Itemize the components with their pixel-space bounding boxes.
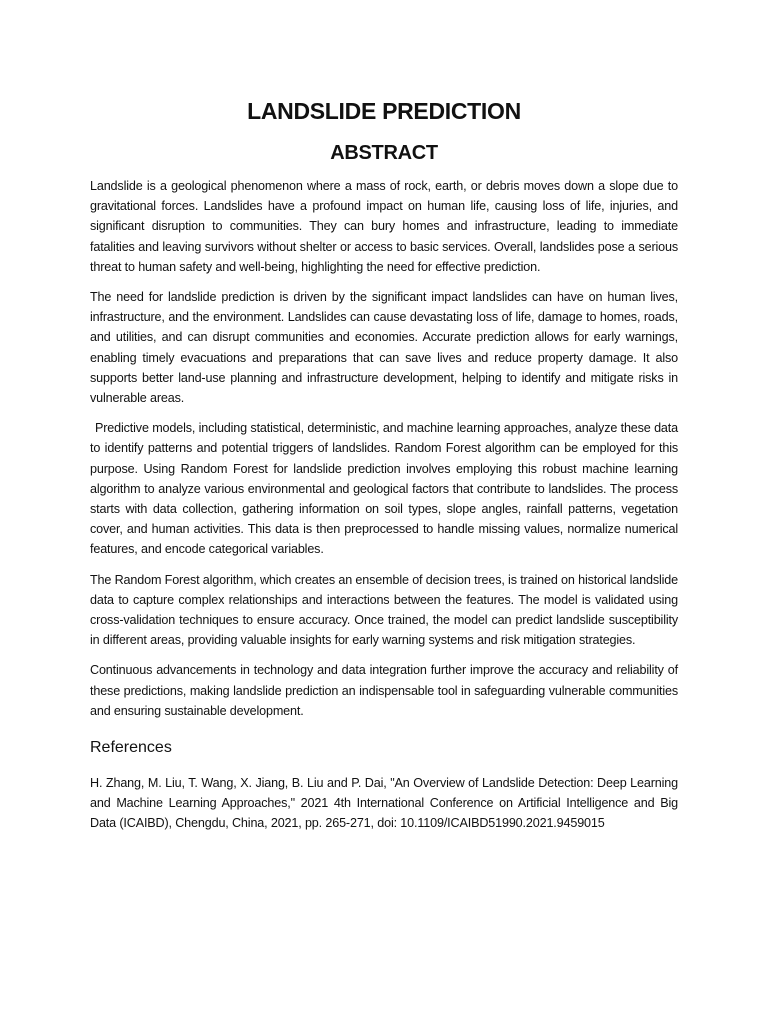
paragraph: Predictive models, including statistical, deterministic, and machine learning approaches, analyze these data to identify patterns and potential triggers of landslides. Random Forest algorithm can be employed for this purpose. Using Random Forest for landslide prediction involves employing this robust machine learning algorithm to analyze various environmental and geological factors that contribute to landslides. The process starts with data collection, gathering information on soil types, slope angles, rainfall patterns, vegetation cover, and human activities. This data is then preprocessed to handle missing values, normalize numerical features, and encode categorical variables. bbox=[90, 421, 678, 557]
document-page bbox=[90, 96, 678, 844]
document-title: LANDSLIDE PREDICTION bbox=[247, 98, 521, 124]
paragraph: The Random Forest algorithm, which creates an ensemble of decision trees, is trained on historical landslide data to capture complex relationships and interactions between the features. The model is validated using cross-validation techniques to ensure accuracy. Once trained, the model can predict landslide susceptibility in different areas, providing valuable insights for early warning systems and risk mitigation strategies. bbox=[90, 572, 678, 648]
paragraph: The need for landslide prediction is driven by the significant impact landslides can have on human lives, infrastructure, and the environment. Landslides can cause devastating loss of life, damage to homes, roads, and utilities, and can disrupt communities and economies. Accurate prediction allows for early warnings, enabling timely evacuations and preparations that can save lives and reduce property damage. It also supports better land-use planning and infrastructure development, helping to identify and mitigate risks in vulnerable areas. bbox=[90, 290, 678, 406]
reference-item: H. Zhang, M. Liu, T. Wang, X. Jiang, B. Liu and P. Dai, "An Overview of Landslide Detection: Deep Learning and Machine Learning Approaches," 2021 4th International Conference on Artificial Intelligence and Big Data (ICAIBD), Chengdu, China, 2021, pp. 265-271, doi: 10.1109/ICAIBD51990.2021.9459015 bbox=[90, 776, 678, 831]
paragraph: Continuous advancements in technology and data integration further improve the accuracy and reliability of these predictions, making landslide prediction an indispensable tool in safeguarding vulnerable communities and ensuring sustainable development. bbox=[90, 663, 678, 718]
paragraph: Landslide is a geological phenomenon where a mass of rock, earth, or debris moves down a slope due to gravitational forces. Landslides have a profound impact on human life, causing loss of life, injuries, and significant disruption to communities. They can bury homes and infrastructure, leading to immediate fatalities and leaving survivors without shelter or access to basic services. Overall, landslides pose a serious threat to human safety and well-being, highlighting the need for effective prediction. bbox=[90, 179, 678, 274]
abstract-heading: ABSTRACT bbox=[330, 142, 438, 164]
references-heading: References bbox=[90, 739, 172, 757]
